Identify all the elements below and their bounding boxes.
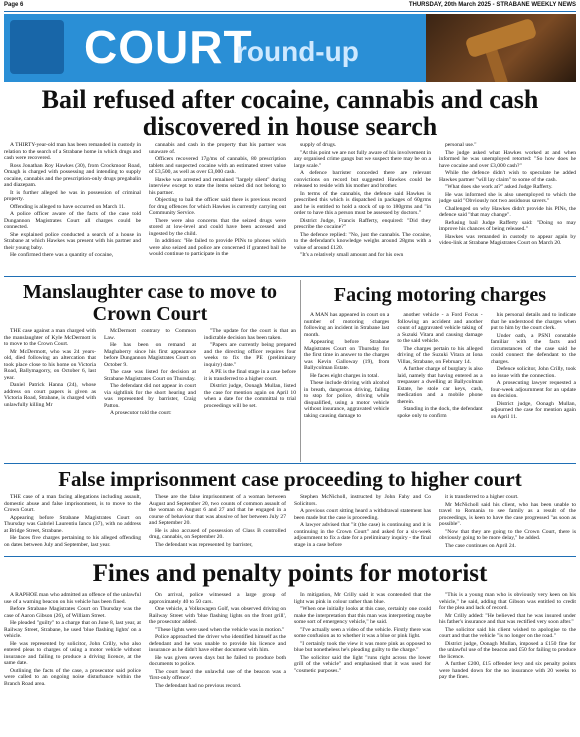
story1-headline: Bail refused after cocaine, cannabis and cash discovered in house search xyxy=(41,85,539,141)
header-rule xyxy=(4,11,576,12)
paragraph: Police approached the driver who identified himself as the defendant and he was unable to provide his licence and insurance as he didn't have either document with him. xyxy=(149,634,286,653)
paragraph: "I've actually seen a video of the vehicle. Firstly there was some confusion as to whether it was a blue or pink light. xyxy=(294,626,431,639)
story4-body xyxy=(4,494,576,554)
paragraph: Ross Jonathan Roy Hawkes (30), from Crockmoor Road, Omagh is charged with possessing and intending to supply cocaine, cannabis and the prescription-only drugs pregabalin and diazepam. xyxy=(4,162,141,188)
story1-col xyxy=(149,142,286,274)
paragraph: Daniel Patrick Hanna (24), whose address on court papers is given as Victoria Road, Strabane, is charged with unlawfully killing Mr xyxy=(4,382,96,408)
banner-title: COURT xyxy=(84,21,253,73)
paragraph: Under oath, a PSNI constable familiar with the facts and circumstances of the case said he could connect the defendant to the charges. xyxy=(490,332,576,365)
paragraph: "The update for the court is that an indictable decision has been taken. xyxy=(204,328,296,341)
paragraph: Refusing bail Judge Rafferty said: "Doing so may improve his chances of being released." xyxy=(439,219,576,232)
paragraph: The defence replied: "No, just the cannabis. The cocaine, to the defendant's knowledge weighs around 28gms with a value of around £120. xyxy=(294,231,431,251)
story2-col xyxy=(4,328,96,460)
paragraph: The defendant did not appear in court via sightlink for the short hearing and was represented by barrister, Craig Patton. xyxy=(104,383,196,409)
paragraph: He faces five charges pertaining to his alleged offending on dates between July and September, last year. xyxy=(4,535,141,548)
story4-col xyxy=(439,494,576,554)
paragraph: personal use." xyxy=(445,142,477,148)
paragraph: Appearing before Strabane Magistrates Court on Thursday for the first time in answer to the charges was Kevin Galloway (19), from Ballycolman Estate. xyxy=(304,339,390,371)
section-banner xyxy=(4,14,576,82)
paragraph: The case continues on April 24. xyxy=(445,542,516,549)
paragraph: "Now that they are going to the Crown Court, there is obviously going to be more delay," he added. xyxy=(439,528,576,541)
gavel-head xyxy=(465,18,538,59)
story1-body xyxy=(4,142,576,274)
paragraph: it is transferred to a higher court. xyxy=(445,494,519,500)
paragraph: The defendant had no previous record. xyxy=(155,682,242,689)
story4-headline: False imprisonment case proceeding to higher court xyxy=(58,467,522,491)
paragraph: McDermott contrary to Common Law. xyxy=(104,328,196,341)
paragraph: Mr McNicholl said his client, who has been unable to travel to Romania to see family as a result of the proceedings, is keen to have the case progressed "as soon as possible". xyxy=(439,501,576,527)
paragraph: The judge asked what Hawkes worked at and when informed he was unemployed retorted: "So how does he have cocaine and over £3,000 cash?" xyxy=(439,149,576,169)
paragraph: "What does she work at?" asked Judge Rafferty. xyxy=(445,184,553,190)
paragraph: A RAPHOE man who admitted an offence of the unlawful use of a warning beacon on his vehicle has been fined. xyxy=(4,592,141,605)
paragraph: District judge, Oonagh Mullan, adjourned the case for mention again on April 11. xyxy=(490,400,576,420)
story4-col xyxy=(4,494,141,554)
paragraph: District judge, Oonagh Mullan, listed the case for mention again on April 10 when a date for the committal to trial proceedings will be set. xyxy=(204,383,296,409)
story1-col xyxy=(439,142,576,274)
paragraph: Officers recovered 17g/ms of cannabis, 80 prescription tablets and suspected cocaine with an estimated street value of £3,500, as well as over £3,000 cash. xyxy=(149,156,286,175)
paragraph: One vehicle, a Volkswagen Golf, was observed driving on Railway Street with 'blue flashing lights on the front grill', the prosecutor added. xyxy=(149,606,286,625)
story5-col xyxy=(149,592,286,734)
paragraph: cannabis and cash in the property that his partner was unaware of. xyxy=(149,142,286,155)
paragraph: Mr McDermott, who was 24 years-old, died following an altercation that took place close to his home on Victoria Road, Ballymagorry, on October 6, last year. xyxy=(4,348,96,381)
paragraph: On arrival, police witnessed a large group of approximately 40 to 50 cars. xyxy=(149,592,286,605)
paragraph: He pleaded "guilty" to a charge that on June 8, last year, at Railway Street, Strabane, he used 'blue flashing lights' on a vehicle. xyxy=(4,620,141,639)
paragraph: Offending is alleged to have occurred on March 11. xyxy=(10,203,126,210)
story5-col xyxy=(294,592,431,734)
story2-body xyxy=(4,328,296,460)
issue-date: THURSDAY, 20th March 2025 - STRABANE WEEKLY NEWS xyxy=(408,2,576,8)
section-badge xyxy=(10,20,64,74)
story3-body xyxy=(304,312,576,462)
story2-col xyxy=(104,328,196,460)
story2-headline: Manslaughter case to move to Crown Court xyxy=(22,281,278,325)
paragraph: A defence barrister conceded there are relevant convictions on record but suggested Hawkes could be released to reside with his mother and brother. xyxy=(294,170,431,189)
paragraph: A lawyer advised that "it (the case) is continuing and it is continuing in the Crown Court" and asked for a six-week adjournment to fix a date for a preliminary inquiry - the final stage in a case before xyxy=(294,522,431,548)
paragraph: The solicitor said the light "runs right across the lower grill of the vehicle" and emphasised that it was used for "cosmetic purposes." xyxy=(294,654,431,674)
paragraph: He has been on remand at Maghaberry since his first appearance before Dungannon Magistrates Court on October 9. xyxy=(104,342,196,368)
paragraph: THE case against a man charged with the manslaughter of Kyle McDermott is to move to the Crown Court. xyxy=(4,328,96,347)
banner-subtitle: round-up xyxy=(236,36,359,67)
paragraph: A THIRTY-year-old man has been remanded in custody in relation to the search of a Strabane home in which drugs and cash were recovered. xyxy=(4,142,141,161)
paragraph: another vehicle - a Ford Focus - following an accident and another count of aggravated vehicle taking of a Suzuki Vitara and causing damage to the said vehicle. xyxy=(397,312,483,344)
paragraph: supply of drugs. xyxy=(300,142,337,148)
paragraph: A PE is the final stage in a case before it is transferred to a higher court. xyxy=(204,369,296,382)
paragraph: Outlining the facts of the case, a prosecutor said police were called to an ongoing noise disturbance within the Branch Road area. xyxy=(4,667,141,687)
paragraph: In addition: "He failed to provide PINs to phones which were also seized and police are concerned if granted bail he would continue to participate in the xyxy=(149,238,286,257)
story3-col xyxy=(304,312,389,462)
paragraph: In mitigation, Mr Crilly said it was contended that the light was pink in colour rather than blue. xyxy=(294,592,431,605)
story2-col xyxy=(204,328,296,460)
story3-col xyxy=(491,312,576,462)
paragraph: "These lights were used when the vehicle was in motion." xyxy=(155,626,285,633)
paragraph: The charges pertain to his alleged driving of the Suzuki Vitara at Iona Villas, Strabane, on February 14. xyxy=(397,345,483,365)
paragraph: The case was listed for decision at Strabane Magistrates Court on Thursday. xyxy=(104,369,196,382)
paragraph: The court heard the unlawful use of the beacon was a 'first-only offence'. xyxy=(149,668,286,681)
paragraph: These are the false imprisonment of a woman between August and September 20, two counts of common assault of the woman on August 6 and 27 and that he engaged in a course of behaviour that was abusive of her between July 27 and September 20. xyxy=(149,494,286,526)
divider xyxy=(4,556,576,557)
paragraph: Hawke was arrested and remained "largely silent" during interview except to state the items seized did not belong to his partner. xyxy=(149,176,286,196)
story4-col xyxy=(294,494,431,554)
paragraph: Appearing before Strabane Magistrates Court on Thursday was Gabriel Laurentiu Iancu (37), with no address at Bridge Street, Strabane. xyxy=(4,514,141,534)
divider xyxy=(4,276,576,277)
paragraph: Defence solicitor, John Crilly, took no issue with the connection. xyxy=(490,366,576,379)
paragraph: A prosecutor told the court: xyxy=(110,410,172,416)
paragraph: He faces eight charges in total. xyxy=(310,372,379,379)
column-divider xyxy=(300,280,301,462)
paragraph: A MAN has appeared in court on a number of motoring charges following an incident in Strabane last month. xyxy=(304,312,390,338)
paragraph: "It's a relatively small amount and for his own xyxy=(300,252,404,258)
story5-body xyxy=(4,592,576,734)
paragraph: "At this point we are not fully aware of his involvement in any organised crime gangs but we suspect there may be on a large scale." xyxy=(294,149,431,169)
story5-col xyxy=(439,592,576,734)
paragraph: Challenged on why Hawkes didn't provide his PINs, the defence said "that may change". xyxy=(439,205,576,218)
paragraph: "Papers are currently being prepared and the directing officer requires four weeks to fix the PE (preliminary inquiry) date." xyxy=(204,342,296,368)
paragraph: Hawkes was remanded in custody to appear again by video-link at Strabane Magistrates Court on March 20. xyxy=(439,233,576,246)
story1-col xyxy=(4,142,141,274)
story5-col xyxy=(4,592,141,734)
paragraph: The solicitor said his client wished to apologise to the court and that the vehicle "is no longer on the road." xyxy=(439,626,576,639)
paragraph: He confirmed there was a quantity of cocaine, xyxy=(10,252,114,258)
paragraph: A prosecuting lawyer requested a four-week adjournment for an update on decision. xyxy=(490,380,576,399)
paragraph: "This is a young man who is obviously very keen on his vehicle," he said, adding that Gibson was entitled to credit for the plea and lack of record. xyxy=(439,592,576,611)
paragraph: THE case of a man facing allegations including assault, domestic abuse and false imprisonment, is to move to the Crown Court. xyxy=(4,494,141,513)
paragraph: These include driving with alcohol in breath, dangerous driving, failing to stop for police, driving while disqualified, using a motor vehicle without insurance, aggravated vehicle taking causing damage to xyxy=(304,380,390,419)
paragraph: "I certainly took the view it was more pink as opposed to blue but nonetheless he's pleading guilty to the charge." xyxy=(294,640,431,653)
paragraph: A further £200, £15 offender levy and six penalty points were handed down for the no insurance with 20 weeks to pay the fines. xyxy=(439,661,576,680)
paragraph: A previous court sitting heard a withdrawal statement has been made but the case is proceeding. xyxy=(294,508,431,521)
paragraph: "When one initially looks at this case, certainly one could make the interpretation that this man was interpreting maybe some sort of emergency vehicle," he said. xyxy=(294,606,431,625)
paragraph: He was informed she is also unemployed to which the judge said "Obviously not two assiduous savers." xyxy=(439,191,576,204)
paragraph: District Judge, Francis Rafferty, enquired: "Did they prescribe the cocaine?" xyxy=(294,217,431,230)
paragraph: Mr Crilly added: "He believed that he was insured under his father's insurance and that was rectified very soon after." xyxy=(439,612,576,625)
paragraph: A further charge of burglary is also laid, namely that having entered as a trespasser a dwelling at Ballycolman Estate, he stole car keys, cash, medication and a mobile phone therein. xyxy=(397,366,483,405)
paragraph: A police officer aware of the facts of the case told Dungannon Magistrates Court all charges could be connected. xyxy=(4,211,141,230)
paragraph: The defendant was represented by barrister, xyxy=(155,541,253,548)
story5-headline: Fines and penalty points for motorist xyxy=(92,560,488,587)
paragraph: Objecting to bail the officer said there is previous record for drug offences for which Hawkes is currently carrying out Community Service. xyxy=(149,197,286,216)
paragraph: his personal details and to indicate that he understood the charges when put to him by the court clerk. xyxy=(490,312,576,331)
paragraph: He was given seven days but he failed to produce both documents to police. xyxy=(149,654,286,667)
story4-col xyxy=(149,494,286,554)
paragraph: Standing in the dock, the defendant spoke only to confirm xyxy=(397,406,483,419)
gavel-photo xyxy=(426,14,576,82)
paragraph: He is also accused of possession of Class B controlled drug, cannabis, on September 20. xyxy=(149,527,286,540)
paragraph: In terms of the cannabis, the defence said Hawkes is prescribed this which is dispatched in packages of 60grms and he is entitled to hold a stock of up to 180grms and "in order to have this a person must be assessed by doctors." xyxy=(294,190,431,216)
paragraph: Stephen McNicholl, instructed by John Fahy and Co Solicitors. xyxy=(294,494,431,507)
story1-col xyxy=(294,142,431,274)
story3-headline: Facing motoring charges xyxy=(333,284,547,306)
paragraph: While the defence didn't wish to speculate he added Hawkes partner "will lay claim" to some of the cash. xyxy=(439,170,576,183)
paragraph: There were also concerns that the seized drugs were stored at low-level and could have been accessed and ingested by the child. xyxy=(149,217,286,237)
divider xyxy=(4,463,576,464)
page-number: Page 6 xyxy=(4,2,24,8)
paragraph: District judge, Oonagh Mullan, imposed a £150 fine for the unlawful use of the beacon and £50 for failing to produce the licence. xyxy=(439,640,576,660)
story3-col xyxy=(397,312,482,462)
paragraph: He was represented by solicitor, John Crilly, who also entered pleas to charges of using a motor vehicle without insurance and failing to produce a driving licence, at the same date. xyxy=(4,640,141,666)
paragraph: It is further alleged he was in possession of criminal property. xyxy=(4,189,141,202)
paragraph: Before Strabane Magistrates Court on Thursday was the case of Aaron Gibson (26), of William Street. xyxy=(4,606,141,619)
paragraph: She explained police conducted a search of a house in Strabane at which Hawkes was present with his partner and their young baby. xyxy=(4,231,141,251)
